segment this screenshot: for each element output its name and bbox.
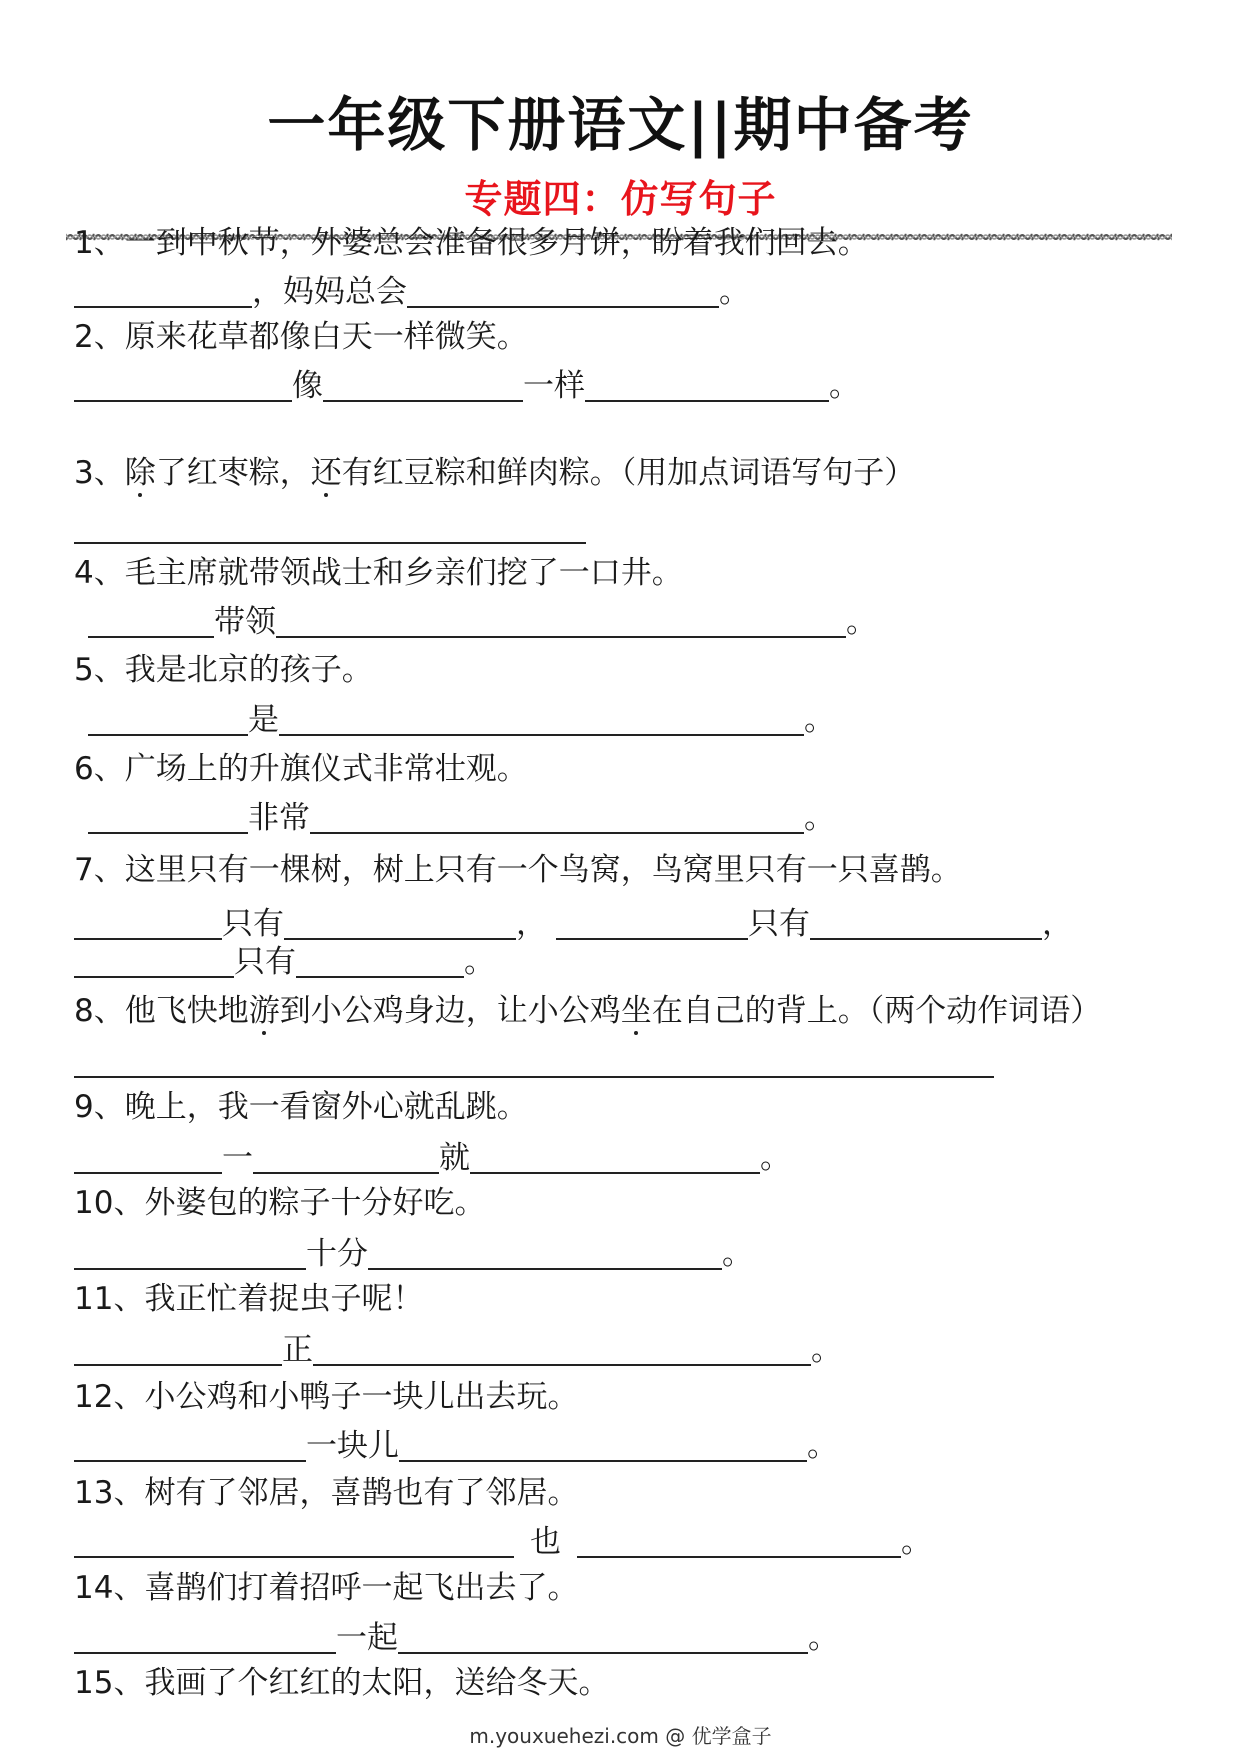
answer-blank[interactable] [407,276,719,308]
question-number: 3、 [74,455,125,491]
question-4: 4、毛主席就带领战士和乡亲们挖了一口井。 [74,555,683,591]
prompt-word: 就 [439,1140,470,1176]
answer-line-8 [74,1046,994,1078]
question-12: 12、小公鸡和小鸭子一块儿出去玩。 [74,1379,579,1415]
answer-blank[interactable] [74,512,586,544]
answer-blank[interactable] [253,1142,439,1174]
prompt-word: 像 [292,368,323,404]
question-5: 5、我是北京的孩子。 [74,652,373,688]
answer-line-1 [74,276,750,308]
prompt-word: 一样 [523,368,585,404]
period: 。 [722,1236,753,1272]
answer-line-2 [74,370,860,402]
period: 。 [901,1524,932,1560]
answer-blank[interactable] [74,908,222,940]
question-2: 2、原来花草都像白天一样微笑。 [74,319,528,355]
answer-blank[interactable] [368,1238,722,1270]
question-text: 了红枣粽， [155,455,311,491]
answer-blank[interactable] [323,370,523,402]
answer-blank[interactable] [810,908,1042,940]
prompt-word: 带领 [214,604,276,640]
period: 。 [719,274,750,310]
answer-blank[interactable] [74,276,252,308]
prompt-word: 一 [222,1140,253,1176]
answer-blank[interactable] [470,1142,760,1174]
prompt-word: 只有 [234,944,296,980]
answer-line-7b [74,946,495,978]
answer-blank[interactable] [74,1430,306,1462]
question-9: 9、晚上，我一看窗外心就乱跳。 [74,1089,528,1125]
answer-blank[interactable] [398,1622,808,1654]
period: 。 [807,1428,838,1464]
period: 。 [804,800,835,836]
dotted-char: 除 [124,455,156,491]
answer-blank[interactable] [279,704,804,736]
answer-blank[interactable] [74,1622,336,1654]
answer-blank[interactable] [296,946,464,978]
question-13: 13、树有了邻居，喜鹊也有了邻居。 [74,1475,579,1511]
answer-line-4 [74,606,877,638]
answer-line-12 [74,1430,838,1462]
answer-blank[interactable] [577,1526,901,1558]
answer-blank[interactable] [276,606,846,638]
question-text: 8、他飞快地 [74,993,249,1029]
answer-line-7a [74,908,1073,940]
question-7: 7、这里只有一棵树，树上只有一个鸟窝，鸟窝里只有一只喜鹊。 [74,852,962,888]
answer-blank[interactable] [585,370,829,402]
prompt-word: 是 [248,702,279,738]
question-14: 14、喜鹊们打着招呼一起飞出去了。 [74,1570,579,1606]
answer-line-10 [74,1238,753,1270]
question-11: 11、我正忙着捉虫子呢！ [74,1281,424,1317]
comma: ， [1042,906,1073,942]
answer-blank[interactable] [74,1334,282,1366]
answer-line-13 [74,1526,932,1558]
period: 。 [464,944,495,980]
question-10: 10、外婆包的粽子十分好吃。 [74,1185,486,1221]
answer-blank[interactable] [74,946,234,978]
answer-blank[interactable] [556,908,748,940]
question-3 [74,455,916,491]
question-1: 1、一到中秋节，外婆总会准备很多月饼，盼着我们回去。 [74,225,869,261]
answer-blank[interactable] [74,370,292,402]
prompt-word: 也 [530,1524,561,1560]
question-text: 到小公鸡身边，让小公鸡 [279,993,621,1029]
period: 。 [829,368,860,404]
question-8 [74,993,1102,1029]
answer-line-11 [74,1334,842,1366]
prompt-word: 十分 [306,1236,368,1272]
answer-line-9 [74,1142,791,1174]
question-15: 15、我画了个红红的太阳，送给冬天。 [74,1665,610,1701]
answer-blank[interactable] [88,802,248,834]
answer-blank[interactable] [313,1334,811,1366]
period: 。 [804,702,835,738]
prompt-word: 一块儿 [306,1428,399,1464]
prompt-word: ，妈妈总会 [252,274,407,310]
page-subtitle: 专题四：仿写句子 [464,177,777,221]
prompt-word: 一起 [336,1620,398,1656]
answer-blank[interactable] [74,1046,994,1078]
answer-line-14 [74,1622,839,1654]
answer-blank[interactable] [74,1142,222,1174]
answer-blank[interactable] [74,1526,514,1558]
question-text: 有红豆粽和鲜肉粽。（用加点词语写句子） [341,455,916,491]
answer-line-6 [74,802,835,834]
dotted-char: 还 [310,455,342,491]
page-title: 一年级下册语文||期中备考 [267,91,974,159]
period: 。 [846,604,877,640]
prompt-word: 正 [282,1332,313,1368]
dotted-char: 游 [248,993,280,1029]
footer-watermark: m.youxuehezi.com @ 优学盒子 [469,1724,772,1748]
answer-blank[interactable] [399,1430,807,1462]
answer-blank[interactable] [88,704,248,736]
period: 。 [760,1140,791,1176]
period: 。 [811,1332,842,1368]
comma: ， [516,906,547,942]
answer-line-5 [74,704,835,736]
question-text: 在自己的背上。（两个动作词语） [651,993,1102,1029]
dotted-char: 坐 [620,993,652,1029]
prompt-word: 非常 [248,800,310,836]
question-6: 6、广场上的升旗仪式非常壮观。 [74,751,528,787]
prompt-word: 只有 [748,906,810,942]
period: 。 [808,1620,839,1656]
answer-blank[interactable] [74,1238,306,1270]
answer-blank[interactable] [310,802,804,834]
answer-blank[interactable] [284,908,516,940]
prompt-word: 只有 [222,906,284,942]
answer-line-3 [74,512,586,544]
answer-blank[interactable] [88,606,214,638]
